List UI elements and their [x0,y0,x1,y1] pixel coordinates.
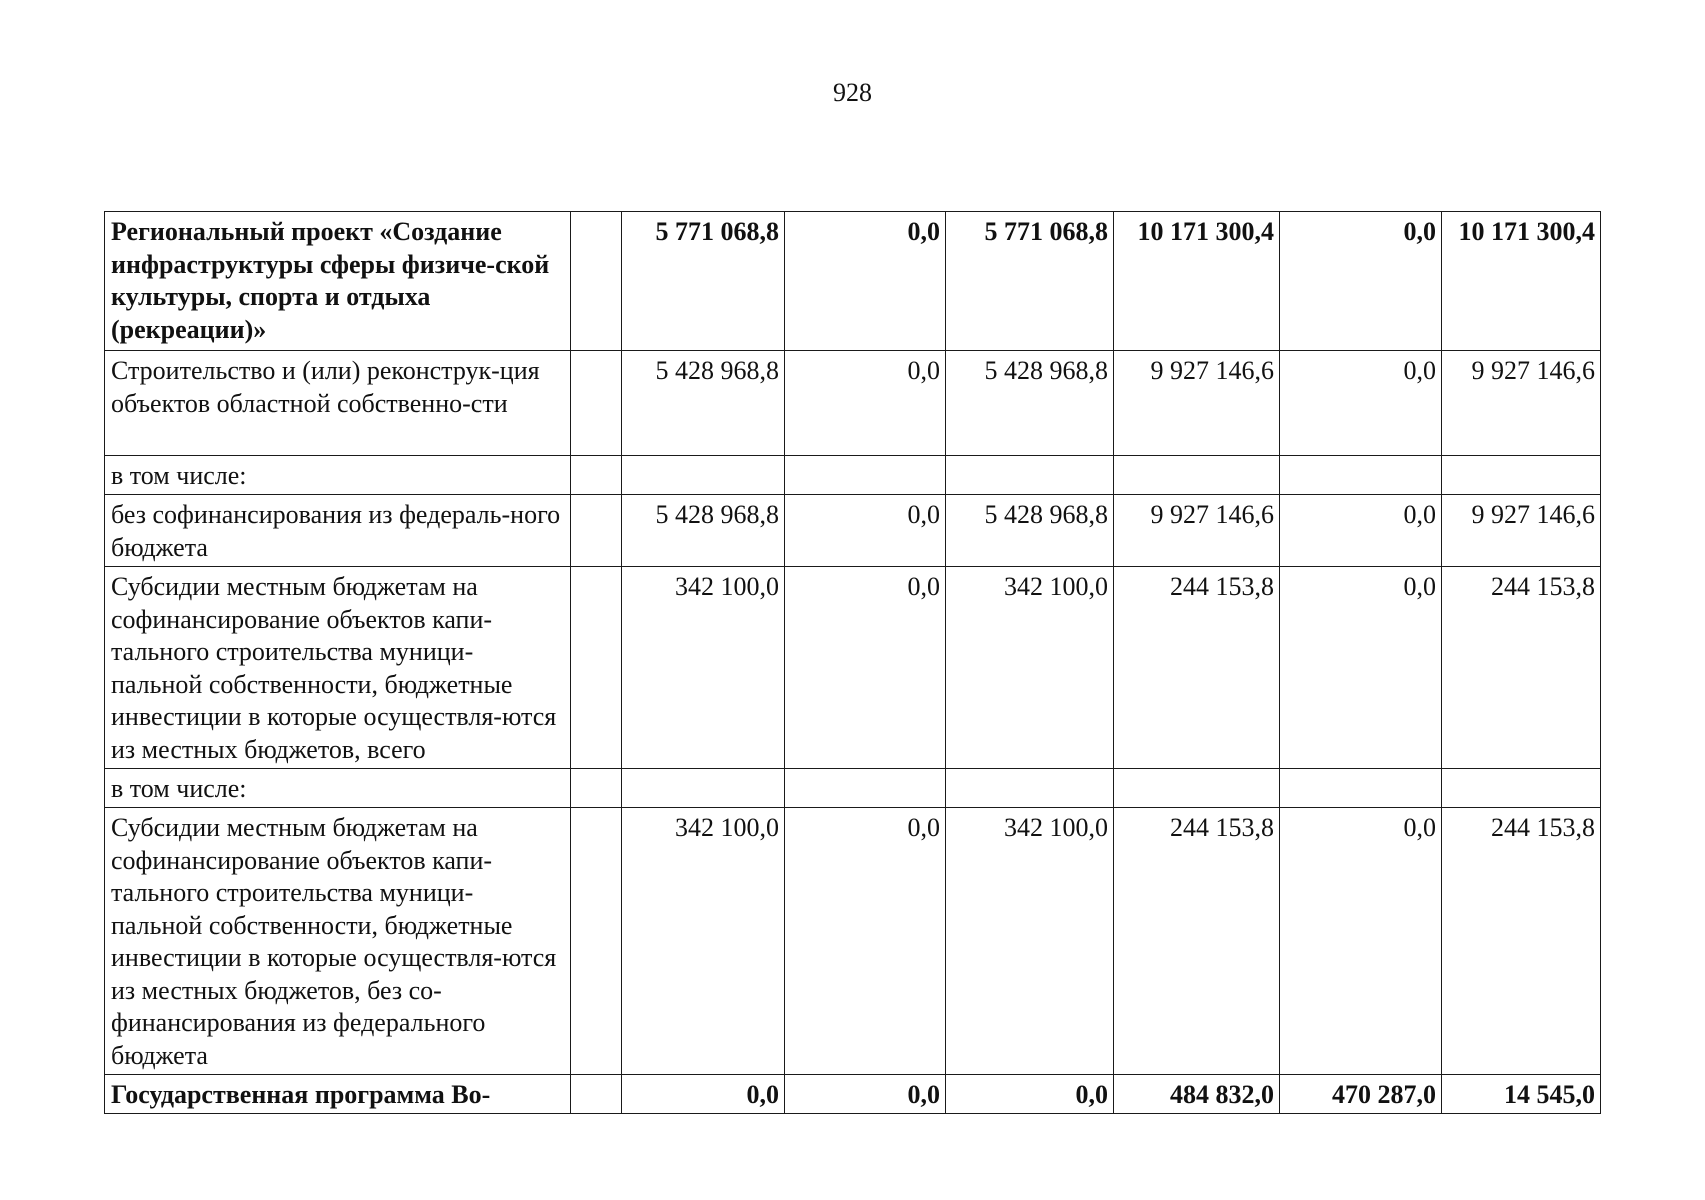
value-cell-4 [1114,769,1280,808]
value-cell-4 [1114,456,1280,495]
value-cell-1: 5 428 968,8 [622,495,785,567]
value-cell-6: 244 153,8 [1442,808,1601,1075]
row-name-cell: Субсидии местным бюджетам на софинансирование объектов капи-тального строительства муници-пальной собственности, бюджетные инвестиции в которые осуществля-ются из местных бюджетов, без со-финансирования из федерального бюджета [105,808,571,1075]
value-cell-4: 9 927 146,6 [1114,495,1280,567]
value-cell-2 [785,456,946,495]
value-cell-6: 244 153,8 [1442,567,1601,769]
table-row-subsidies-total [105,567,1601,769]
table-row-state-program [105,1075,1601,1114]
row-name-cell: Строительство и (или) реконструк-ция объектов областной собственно-сти [105,351,571,456]
value-cell-1: 5 428 968,8 [622,351,785,456]
value-cell-4: 244 153,8 [1114,567,1280,769]
value-cell-2 [785,769,946,808]
value-cell-6: 14 545,0 [1442,1075,1601,1114]
value-cell-4: 10 171 300,4 [1114,212,1280,351]
table-row-regional-project [105,212,1601,351]
table-row-including [105,456,1601,495]
value-cell-5: 0,0 [1280,567,1442,769]
value-cell-4: 9 927 146,6 [1114,351,1280,456]
row-code-cell [571,351,622,456]
row-name-cell: Региональный проект «Создание инфраструктуры сферы физиче-ской культуры, спорта и отдыха (рекреации)» [105,212,571,351]
row-name-cell: Государственная программа Во- [105,1075,571,1114]
value-cell-6: 9 927 146,6 [1442,495,1601,567]
value-cell-3 [946,456,1114,495]
table-row-subsidies-no-cofinancing [105,808,1601,1075]
value-cell-4: 484 832,0 [1114,1075,1280,1114]
value-cell-4: 244 153,8 [1114,808,1280,1075]
table-row-no-cofinancing [105,495,1601,567]
row-name-cell: Субсидии местным бюджетам на софинансирование объектов капи-тального строительства муници-пальной собственности, бюджетные инвестиции в которые осуществля-ются из местных бюджетов, всего [105,567,571,769]
row-name-cell: без софинансирования из федераль-ного бюджета [105,495,571,567]
value-cell-1: 342 100,0 [622,808,785,1075]
value-cell-6 [1442,456,1601,495]
value-cell-1 [622,456,785,495]
value-cell-1: 5 771 068,8 [622,212,785,351]
budget-table [104,211,1601,1114]
value-cell-5: 0,0 [1280,212,1442,351]
row-code-cell [571,456,622,495]
value-cell-3: 5 428 968,8 [946,495,1114,567]
value-cell-3: 5 428 968,8 [946,351,1114,456]
value-cell-5 [1280,769,1442,808]
value-cell-1 [622,769,785,808]
value-cell-2: 0,0 [785,212,946,351]
value-cell-3: 0,0 [946,1075,1114,1114]
value-cell-5 [1280,456,1442,495]
value-cell-2: 0,0 [785,567,946,769]
value-cell-2: 0,0 [785,1075,946,1114]
value-cell-5: 0,0 [1280,351,1442,456]
value-cell-5: 470 287,0 [1280,1075,1442,1114]
row-name-cell: в том числе: [105,456,571,495]
value-cell-1: 342 100,0 [622,567,785,769]
value-cell-2: 0,0 [785,495,946,567]
table-row-construction [105,351,1601,456]
table-row-including [105,769,1601,808]
value-cell-3 [946,769,1114,808]
row-code-cell [571,1075,622,1114]
value-cell-6 [1442,769,1601,808]
value-cell-2: 0,0 [785,808,946,1075]
value-cell-2: 0,0 [785,351,946,456]
row-code-cell [571,567,622,769]
value-cell-6: 9 927 146,6 [1442,351,1601,456]
value-cell-6: 10 171 300,4 [1442,212,1601,351]
value-cell-3: 5 771 068,8 [946,212,1114,351]
row-code-cell [571,808,622,1075]
row-code-cell [571,212,622,351]
row-code-cell [571,769,622,808]
value-cell-5: 0,0 [1280,495,1442,567]
row-name-cell: в том числе: [105,769,571,808]
page-number: 928 [833,78,872,107]
value-cell-1: 0,0 [622,1075,785,1114]
row-code-cell [571,495,622,567]
value-cell-5: 0,0 [1280,808,1442,1075]
value-cell-3: 342 100,0 [946,808,1114,1075]
value-cell-3: 342 100,0 [946,567,1114,769]
